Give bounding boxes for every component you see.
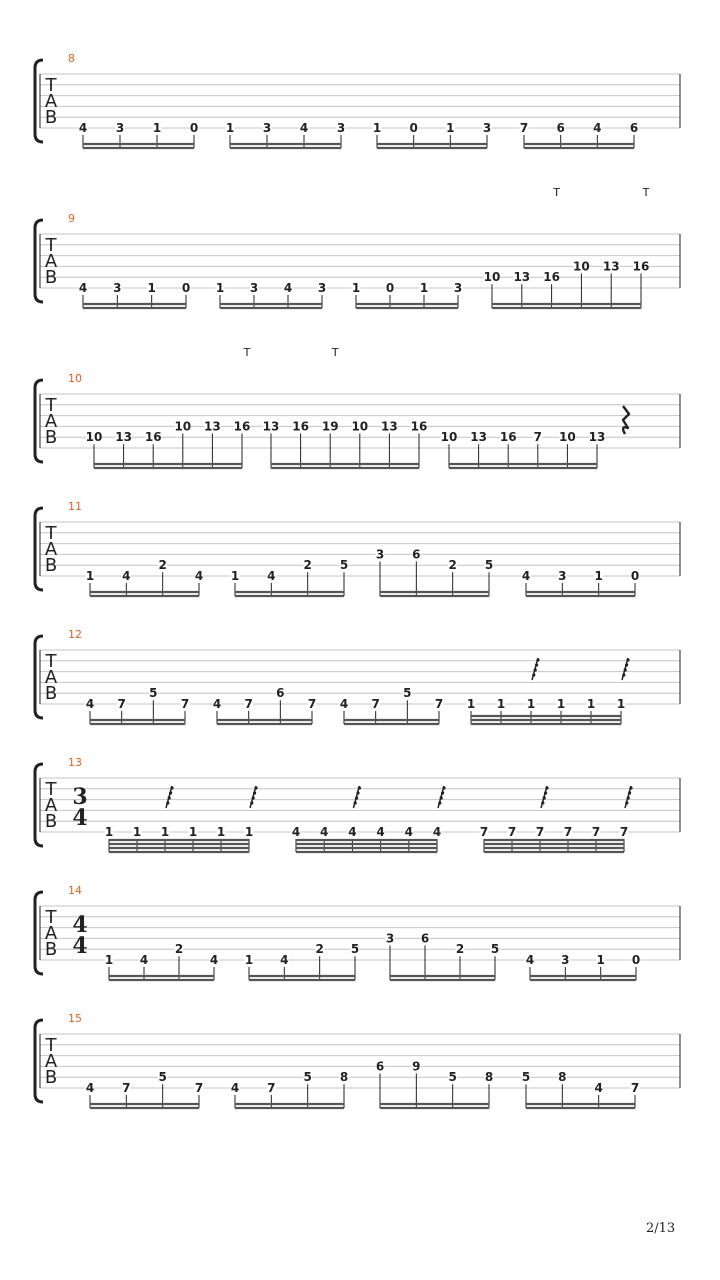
tab-clef-letter-a: A	[44, 1051, 58, 1072]
tab-clef-letter-b: B	[44, 939, 58, 960]
measure-number: 10	[68, 372, 82, 385]
fret-number: 5	[521, 1070, 531, 1085]
fret-number: 7	[563, 825, 573, 839]
tab-system-9	[35, 186, 680, 308]
fret-number: 7	[519, 121, 529, 135]
tab-clef-letter-a: A	[44, 411, 58, 432]
system-bracket	[35, 1020, 43, 1102]
fret-number: 1	[466, 697, 476, 711]
tab-clef-letter-a: A	[44, 539, 58, 560]
fret-number: 16	[632, 259, 650, 274]
fret-number: 7	[507, 825, 517, 839]
fret-number: 3	[115, 121, 125, 135]
tab-system-8	[35, 52, 680, 148]
tremolo-dot	[534, 668, 537, 671]
tab-clef-letter-b: B	[44, 427, 58, 448]
fret-number: 4	[194, 569, 204, 583]
fret-number: 4	[320, 825, 329, 839]
tremolo-dot	[440, 796, 443, 799]
fret-number: 8	[339, 1070, 349, 1085]
fret-number: 2	[303, 558, 312, 573]
fret-number: 4	[139, 953, 149, 967]
tremolo-dot	[622, 673, 625, 676]
fret-number: 16	[144, 430, 162, 445]
tremolo-dot	[168, 796, 171, 799]
fret-number: 4	[404, 825, 413, 839]
fret-number: 1	[132, 825, 142, 839]
fret-number: 1	[616, 697, 626, 711]
fret-number: 4	[212, 697, 222, 711]
tab-clef-letter-b: B	[44, 555, 58, 576]
measure-number: 12	[68, 628, 82, 641]
fret-number: 5	[339, 558, 349, 573]
system-bracket	[35, 636, 43, 718]
fret-number: 4	[432, 825, 442, 839]
tab-clef-letter-b: B	[44, 1067, 58, 1088]
fret-number: 1	[556, 697, 566, 711]
fret-number: 4	[85, 1081, 95, 1095]
system-bracket	[35, 60, 43, 142]
tab-system-11	[35, 500, 680, 596]
tab-clef-letter-t: T	[45, 235, 57, 256]
tap-marker: T	[331, 346, 339, 359]
fret-number: 1	[104, 825, 114, 839]
fret-number: 4	[525, 953, 535, 967]
fret-number: 0	[630, 569, 640, 583]
fret-number: 8	[558, 1070, 567, 1085]
tremolo-dot	[626, 658, 629, 661]
fret-number: 5	[158, 1070, 167, 1085]
tab-clef-letter-b: B	[44, 267, 58, 288]
fret-number: 3	[317, 281, 327, 295]
tremolo-dot	[169, 791, 172, 794]
fret-number: 9	[412, 1059, 421, 1074]
tremolo-dot	[253, 791, 256, 794]
measure-number: 8	[68, 52, 75, 65]
fret-number: 7	[244, 697, 253, 711]
fret-number: 13	[381, 419, 398, 434]
tremolo-dot	[354, 801, 357, 804]
tab-clef-letter-a: A	[44, 251, 58, 272]
measure-number: 14	[68, 884, 82, 897]
fret-number: 0	[385, 281, 395, 295]
fret-number: 3	[262, 121, 272, 135]
tremolo-dot	[252, 796, 255, 799]
fret-number: 13	[204, 419, 221, 434]
tab-clef-letter-a: A	[44, 795, 58, 816]
fret-number: 4	[376, 825, 385, 839]
fret-number: 3	[453, 281, 463, 295]
fret-number: 2	[455, 942, 465, 957]
fret-number: 1	[160, 825, 170, 839]
fret-number: 3	[249, 281, 259, 295]
fret-number: 7	[434, 697, 444, 711]
fret-number: 4	[283, 281, 293, 295]
system-bracket	[35, 892, 43, 974]
tab-system-14	[35, 884, 680, 980]
fret-number: 4	[593, 121, 602, 135]
measure-number: 15	[68, 1012, 82, 1025]
fret-number: 4	[521, 569, 531, 583]
fret-number: 16	[292, 419, 309, 434]
tab-clef-letter-t: T	[45, 75, 57, 96]
tab-clef-letter-b: B	[44, 811, 58, 832]
tremolo-dot	[536, 658, 539, 661]
tremolo-dot	[628, 791, 631, 794]
fret-number: 1	[586, 697, 596, 711]
fret-number: 7	[307, 697, 317, 711]
tremolo-dot	[541, 801, 544, 804]
fret-number: 4	[122, 569, 131, 583]
tap-marker: T	[243, 346, 251, 359]
tap-marker: T	[553, 186, 560, 199]
measure-number: 9	[68, 212, 75, 225]
fret-number: 16	[410, 419, 428, 434]
fret-number: 1	[216, 825, 226, 839]
fret-number: 1	[152, 121, 162, 135]
tremolo-dot	[535, 663, 538, 666]
system-bracket	[35, 220, 43, 302]
fret-number: 6	[556, 121, 565, 135]
fret-number: 16	[233, 419, 251, 434]
fret-number: 7	[591, 825, 601, 839]
fret-number: 4	[280, 953, 289, 967]
tab-system-13	[35, 756, 680, 852]
fret-number: 1	[496, 697, 506, 711]
fret-number: 4	[299, 121, 309, 135]
fret-number: 3	[375, 547, 385, 562]
fret-number: 4	[291, 825, 301, 839]
fret-number: 4	[230, 1081, 240, 1095]
fret-number: 4	[85, 697, 95, 711]
tremolo-dot	[627, 796, 630, 799]
fret-number: 1	[215, 281, 225, 295]
tab-clef-letter-a: A	[44, 91, 58, 112]
fret-number: 7	[533, 430, 542, 445]
fret-number: 13	[262, 419, 280, 434]
tab-system-12	[35, 628, 680, 724]
fret-number: 1	[225, 121, 235, 135]
fret-number: 10	[483, 270, 501, 285]
tremolo-dot	[355, 796, 358, 799]
time-signature-denominator: 4	[72, 805, 88, 831]
tremolo-dot	[170, 786, 173, 789]
measure-number: 11	[68, 500, 82, 513]
fret-number: 10	[559, 430, 576, 445]
fret-number: 5	[350, 942, 360, 957]
fret-number: 1	[104, 953, 114, 967]
tab-clef-letter-t: T	[45, 1035, 57, 1056]
fret-number: 1	[419, 281, 429, 295]
tremolo-dot	[250, 801, 253, 804]
system-bracket	[35, 508, 43, 590]
tab-clef-letter-b: B	[44, 107, 58, 128]
tab-clef-letter-t: T	[45, 907, 57, 928]
fret-number: 16	[499, 430, 517, 445]
fret-number: 1	[446, 121, 455, 135]
fret-number: 10	[440, 430, 458, 445]
fret-number: 13	[115, 430, 132, 445]
fret-number: 3	[113, 281, 122, 295]
fret-number: 10	[85, 430, 103, 445]
tremolo-dot	[438, 801, 441, 804]
fret-number: 6	[375, 1059, 385, 1074]
fret-number: 8	[484, 1070, 494, 1085]
tab-clef-letter-t: T	[45, 395, 57, 416]
tab-clef-letter-a: A	[44, 923, 58, 944]
tremolo-dot	[532, 673, 535, 676]
tap-marker: T	[642, 186, 650, 199]
tab-system-10	[35, 346, 680, 468]
fret-number: 6	[276, 686, 285, 701]
tremolo-dot	[625, 663, 628, 666]
fret-number: 19	[321, 419, 339, 434]
tremolo-dot	[441, 791, 444, 794]
fret-number: 5	[484, 558, 494, 573]
fret-number: 13	[513, 270, 531, 285]
fret-number: 0	[631, 953, 641, 967]
fret-number: 4	[267, 569, 276, 583]
fret-number: 16	[543, 270, 560, 285]
fret-number: 4	[209, 953, 219, 967]
time-signature-numerator: 3	[72, 784, 88, 810]
tremolo-dot	[625, 801, 628, 804]
fret-number: 1	[526, 697, 536, 711]
fret-number: 1	[351, 281, 361, 295]
fret-number: 3	[558, 569, 567, 583]
fret-number: 7	[479, 825, 489, 839]
fret-number: 7	[122, 1081, 131, 1095]
fret-number: 2	[174, 942, 184, 957]
tab-clef-letter-b: B	[44, 683, 58, 704]
fret-number: 5	[403, 686, 412, 701]
tremolo-dot	[629, 786, 632, 789]
fret-number: 7	[630, 1081, 640, 1095]
tab-clef-letter-a: A	[44, 667, 58, 688]
fret-number: 3	[385, 931, 395, 946]
fret-number: 3	[482, 121, 492, 135]
fret-number: 13	[588, 430, 606, 445]
fret-number: 2	[448, 558, 457, 573]
fret-number: 1	[147, 281, 156, 295]
time-signature-denominator: 4	[72, 933, 88, 959]
fret-number: 3	[336, 121, 346, 135]
fret-number: 6	[412, 547, 421, 562]
fret-number: 10	[174, 419, 192, 434]
tremolo-dot	[442, 786, 445, 789]
tremolo-dot	[544, 791, 547, 794]
fret-number: 4	[78, 121, 88, 135]
fret-number: 10	[351, 419, 369, 434]
tremolo-dot	[254, 786, 257, 789]
fret-number: 4	[78, 281, 88, 295]
fret-number: 5	[448, 1070, 457, 1085]
fret-number: 0	[189, 121, 199, 135]
tab-clef-letter-t: T	[45, 651, 57, 672]
fret-number: 7	[267, 1081, 276, 1095]
system-bracket	[35, 380, 43, 462]
fret-number: 1	[85, 569, 95, 583]
tremolo-dot	[545, 786, 548, 789]
fret-number: 4	[594, 1081, 603, 1095]
fret-number: 1	[230, 569, 240, 583]
page-number: 2/13	[646, 1221, 676, 1236]
tab-system-15	[35, 1012, 680, 1108]
fret-number: 4	[339, 697, 349, 711]
tremolo-dot	[356, 791, 359, 794]
system-bracket	[35, 764, 43, 846]
fret-number: 7	[117, 697, 126, 711]
tab-clef-letter-t: T	[45, 779, 57, 800]
fret-number: 6	[629, 121, 639, 135]
fret-number: 1	[244, 953, 254, 967]
fret-number: 5	[490, 942, 500, 957]
fret-number: 7	[194, 1081, 204, 1095]
fret-number: 0	[181, 281, 191, 295]
tremolo-dot	[543, 796, 546, 799]
fret-number: 13	[602, 259, 620, 274]
fret-number: 13	[470, 430, 487, 445]
quarter-rest-icon	[623, 406, 629, 434]
time-signature-numerator: 4	[72, 912, 88, 938]
fret-number: 10	[573, 259, 590, 274]
fret-number: 7	[371, 697, 380, 711]
fret-number: 1	[188, 825, 198, 839]
fret-number: 1	[244, 825, 254, 839]
fret-number: 2	[158, 558, 167, 573]
tremolo-dot	[624, 668, 627, 671]
fret-number: 1	[596, 953, 605, 967]
fret-number: 7	[180, 697, 190, 711]
fret-number: 7	[619, 825, 629, 839]
fret-number: 1	[594, 569, 603, 583]
fret-number: 0	[409, 121, 418, 135]
fret-number: 1	[372, 121, 382, 135]
tremolo-dot	[166, 801, 169, 804]
fret-number: 5	[149, 686, 158, 701]
fret-number: 4	[348, 825, 357, 839]
fret-number: 3	[561, 953, 570, 967]
tab-clef-letter-t: T	[45, 523, 57, 544]
fret-number: 5	[303, 1070, 312, 1085]
fret-number: 6	[420, 931, 430, 946]
tremolo-dot	[358, 786, 361, 789]
fret-number: 2	[315, 942, 324, 957]
fret-number: 7	[535, 825, 545, 839]
measure-number: 13	[68, 756, 82, 769]
